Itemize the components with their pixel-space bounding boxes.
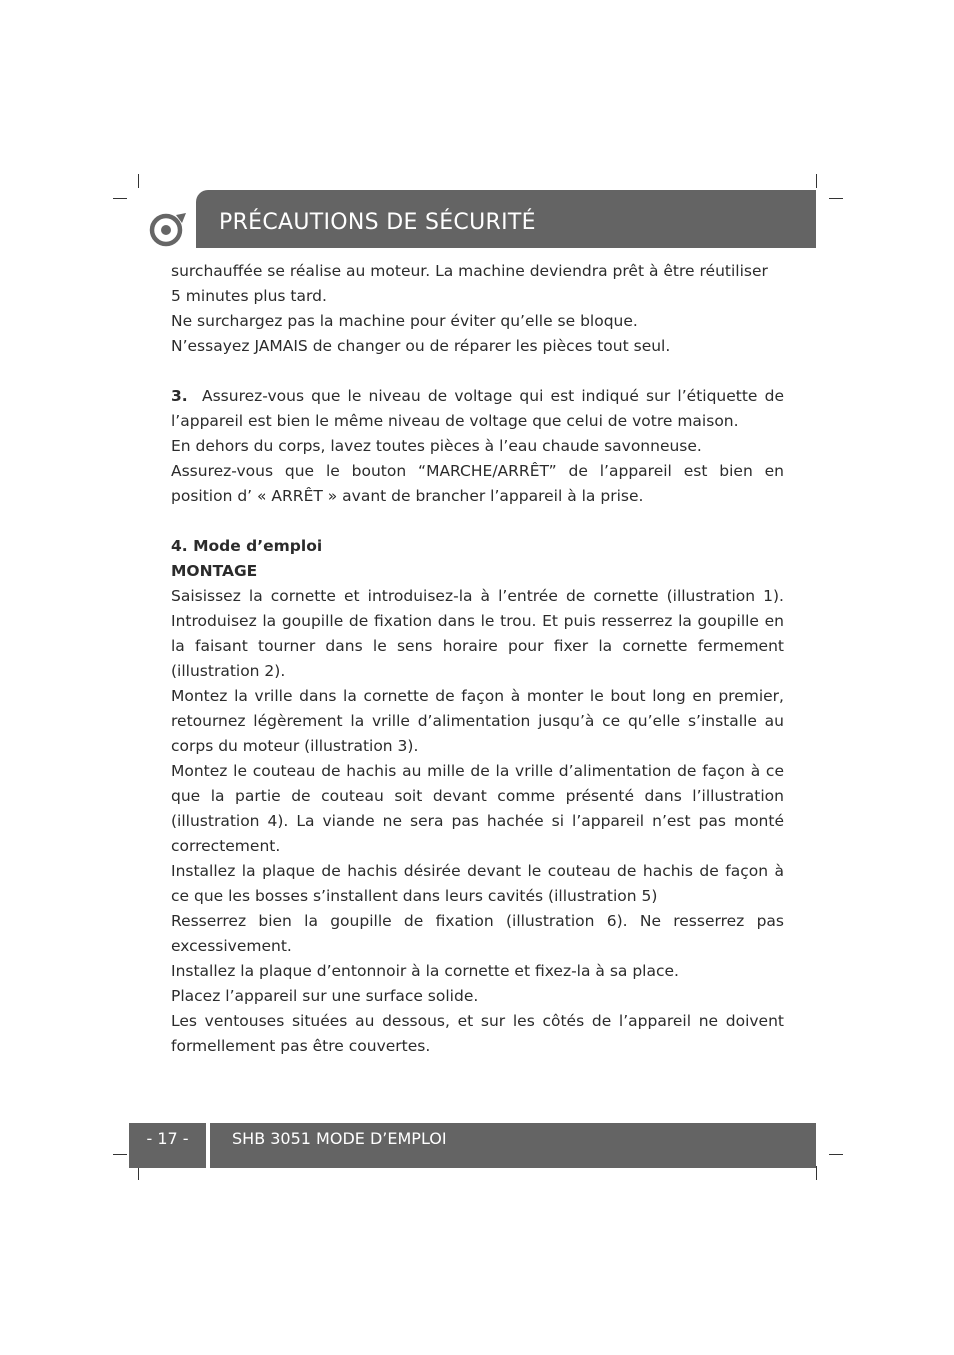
crop-mark: [829, 198, 843, 199]
footer-title-box: [210, 1123, 816, 1168]
section-header: [196, 190, 816, 248]
document-title: SHB 3051 MODE D’EMPLOI: [232, 1129, 447, 1148]
section-4-heading: 4. Mode d’emploi: [171, 537, 323, 555]
paragraph: Saisissez la cornette et introduisez-la à l’entrée de cornette (illustration 1). Introduisez la goupille de fixation dans le trou. Et puis resserrez la goupille en la faisant tourner dans le sens horaire pour fixer la cornette fermement (illustration 2).: [171, 587, 784, 680]
paragraph: Ne surchargez pas la machine pour éviter qu’elle se bloque.: [171, 312, 638, 330]
paragraph: Les ventouses situées au dessous, et sur les côtés de l’appareil ne doivent formellement pas être couvertes.: [171, 1012, 784, 1055]
document-body: [171, 259, 784, 1059]
page-number: - 17 -: [146, 1129, 189, 1148]
paragraph: En dehors du corps, lavez toutes pièces à l’eau chaude savonneuse.: [171, 437, 702, 455]
section-3-paragraph: [171, 384, 784, 434]
page-title: PRÉCAUTIONS DE SÉCURITÉ: [219, 210, 536, 235]
crop-mark: [113, 1154, 127, 1155]
paragraph: Placez l’appareil sur une surface solide.: [171, 987, 479, 1005]
crop-mark: [816, 1166, 817, 1180]
section-3-text: Assurez-vous que le niveau de voltage qui est indiqué sur l’étiquette de l’appareil est bien le même niveau de voltage que celui de votre maison.: [171, 387, 784, 430]
crop-mark: [829, 1154, 843, 1155]
crop-mark: [113, 198, 127, 199]
section-3-number: 3.: [171, 387, 188, 405]
paragraph: surchauffée se réalise au moteur. La machine deviendra prêt à être réutiliser: [171, 262, 768, 280]
paragraph: Assurez-vous que le bouton “MARCHE/ARRÊT” de l’appareil est bien en position d’ « ARRÊT » avant de brancher l’appareil à la prise.: [171, 462, 784, 505]
subheading-montage: MONTAGE: [171, 562, 258, 580]
paragraph: Montez le couteau de hachis au mille de la vrille d’alimentation de façon à ce que la partie de couteau soit devant comme présenté dans l’illustration (illustration 4). La viande ne sera pas hachée si l’appareil n’est pas monté correctement.: [171, 762, 784, 855]
paragraph: N’essayez JAMAIS de changer ou de réparer les pièces tout seul.: [171, 337, 671, 355]
crop-mark: [138, 174, 139, 188]
crop-mark: [138, 1166, 139, 1180]
brand-logo-icon: [149, 211, 187, 247]
paragraph: Installez la plaque de hachis désirée devant le couteau de hachis de façon à ce que les bosses s’installent dans leurs cavités (illustration 5): [171, 862, 784, 905]
paragraph: Resserrez bien la goupille de fixation (illustration 6). Ne resserrez pas excessivement.: [171, 912, 784, 955]
footer-page-box: [129, 1123, 206, 1168]
paragraph: Installez la plaque d’entonnoir à la cornette et fixez-la à sa place.: [171, 962, 679, 980]
paragraph: 5 minutes plus tard.: [171, 287, 327, 305]
paragraph: Montez la vrille dans la cornette de façon à monter le bout long en premier, retournez légèrement la vrille d’alimentation jusqu’à ce qu’elle s’installe au corps du moteur (illustration 3).: [171, 687, 784, 755]
crop-mark: [816, 174, 817, 188]
